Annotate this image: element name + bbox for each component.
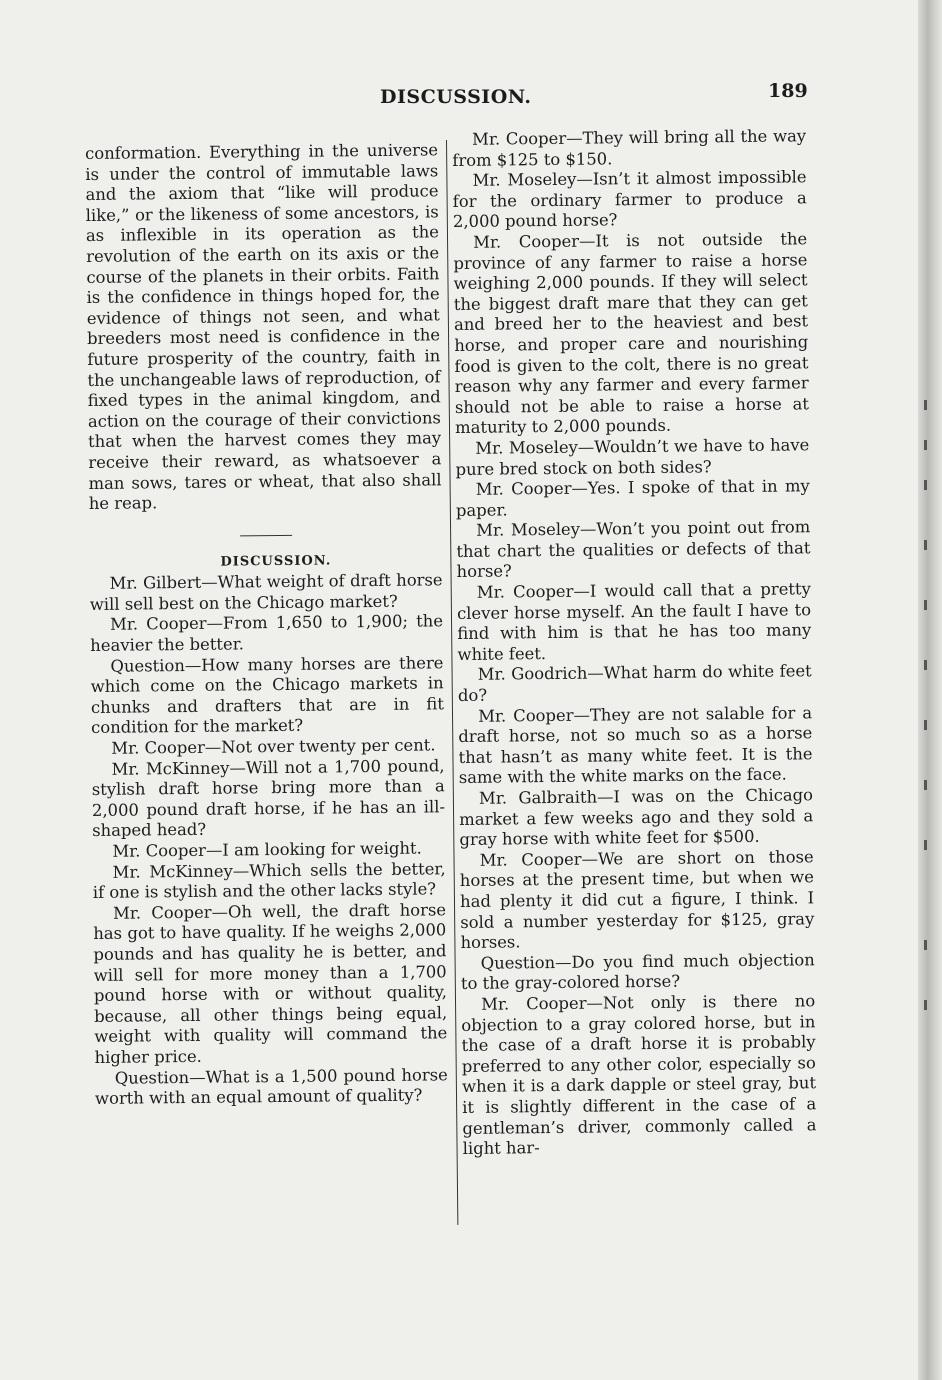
paragraph: Mr. Cooper—We are short on those horses at the present time, but when we had plenty it did cut a figure, I think. I sold a number yesterday for $125, gray horses. [459,847,815,953]
edge-mark [924,600,927,610]
paragraph: Mr. Cooper—From 1,650 to 1,900; the heavier the better. [90,611,444,656]
paragraph: Mr. Cooper—Not over twenty per cent. [111,735,436,758]
page-edge [918,0,942,1380]
paragraph: Mr. Moseley—Wouldn’t we have to have pure bred stock on both sides? [455,435,810,479]
edge-mark [924,400,927,410]
paragraph: Mr. Cooper—I would call that a pretty clever horse myself. An the fault I have to find with him is that he has too many white feet. [456,579,812,664]
running-head: DISCUSSION. [380,86,532,108]
paragraph: Question—Do you find much objection to the gray-colored horse? [460,949,815,994]
paragraph: Mr. Goodrich—What harm do white feet do? [457,661,812,705]
paragraph: Mr. Cooper—Yes. I spoke of that in my paper. [455,476,810,520]
paragraph: Mr. Cooper—Not only is there no objection to a gray colored horse, but in the case of a draft horse it is probably preferred to any other color, especially so when it is a dark dapple or steel gray, but it is slightly different in the case of a gentleman’s driver, commonly called a light har- [461,991,817,1159]
intro-paragraph: conformation. Everything in the universe is under the control of immutable laws and the axiom that “like will produce like,” or the likeness of some ancestors, is as inflexible in its operation as the revolution of the earth on its axis or the course of the planets in their orbits. Faith is the confidence in things hoped for, the evidence of things not seen, and what breeders most need is confidence in the future prosperity of the country, faith in the unchangeable laws of reproduction, of fixed types in the animal kingdom, and action on the courage of their convictions that when the harvest comes they may receive their reward, as whatsoever a man sows, tares or wheat, that also shall he reap. [85,140,442,514]
paragraph: Mr. McKinney—Which sells the better, if one is stylish and the other lacks style? [92,858,446,903]
paragraph: Question—What is a 1,500 pound horse worth with an equal amount of quality? [94,1064,448,1109]
paragraph: Mr. Cooper—They will bring all the way from $125 to $150. [452,126,807,170]
paragraph: Mr. Cooper—They are not salable for a draft horse, not so much so as a horse that hasn’t as many white feet. It is the same with the white marks on the face. [458,702,813,788]
edge-mark [924,940,927,950]
edge-mark [924,1000,927,1010]
paragraph: Mr. McKinney—Will not a 1,700 pound, stylish draft horse bring more than a 2,000 pound draft horse, if he has an ill-shaped head? [91,755,446,841]
section-heading: DISCUSSION. [220,553,332,570]
paragraph: Mr. Cooper—I am looking for weight. [112,838,422,861]
paragraph: Mr. Moseley—Isn’t it almost impossible for the ordinary farmer to produce a 2,000 pound horse? [452,167,807,232]
section-rule [240,535,292,537]
edge-mark [924,480,927,490]
paragraph: Mr. Moseley—Won’t you point out from that chart the qualities or defects of that horse? [456,517,811,582]
edge-mark [924,540,927,550]
page-number: 189 [768,80,808,102]
edge-mark [924,660,927,670]
edge-mark [924,440,927,450]
paragraph: Mr. Gilbert—What weight of draft horse will sell best on the Chicago market? [89,570,443,614]
paragraph: Question—How many horses are there which come on the Chicago markets in chunks and drafters that are in fit condition for the market? [90,652,444,738]
edge-mark [924,780,927,790]
paragraph: Mr. Cooper—It is not outside the province of any farmer to raise a horse weighing 2,000 pounds. If they will select the biggest draft mare that they can get and breed her to the heaviest and best horse, and proper care and nourishing food is given to the colt, there is no great reason why any farmer and every farmer should not be able to raise a horse at maturity to 2,000 pounds. [453,229,809,438]
right-column [452,126,817,1159]
left-column [85,140,448,1109]
edge-mark [924,720,927,730]
paragraph: Mr. Cooper—Oh well, the draft horse has got to have quality. If he weighs 2,000 pounds and has quality he is better, and will sell for more money than a 1,700 pound horse with or without quality, because, all other things being equal, weight with quality will command the higher price. [93,900,448,1067]
paragraph: Mr. Galbraith—I was on the Chicago market a few weeks ago and they sold a gray horse with white feet for $500. [459,785,814,850]
edge-mark [924,840,927,850]
